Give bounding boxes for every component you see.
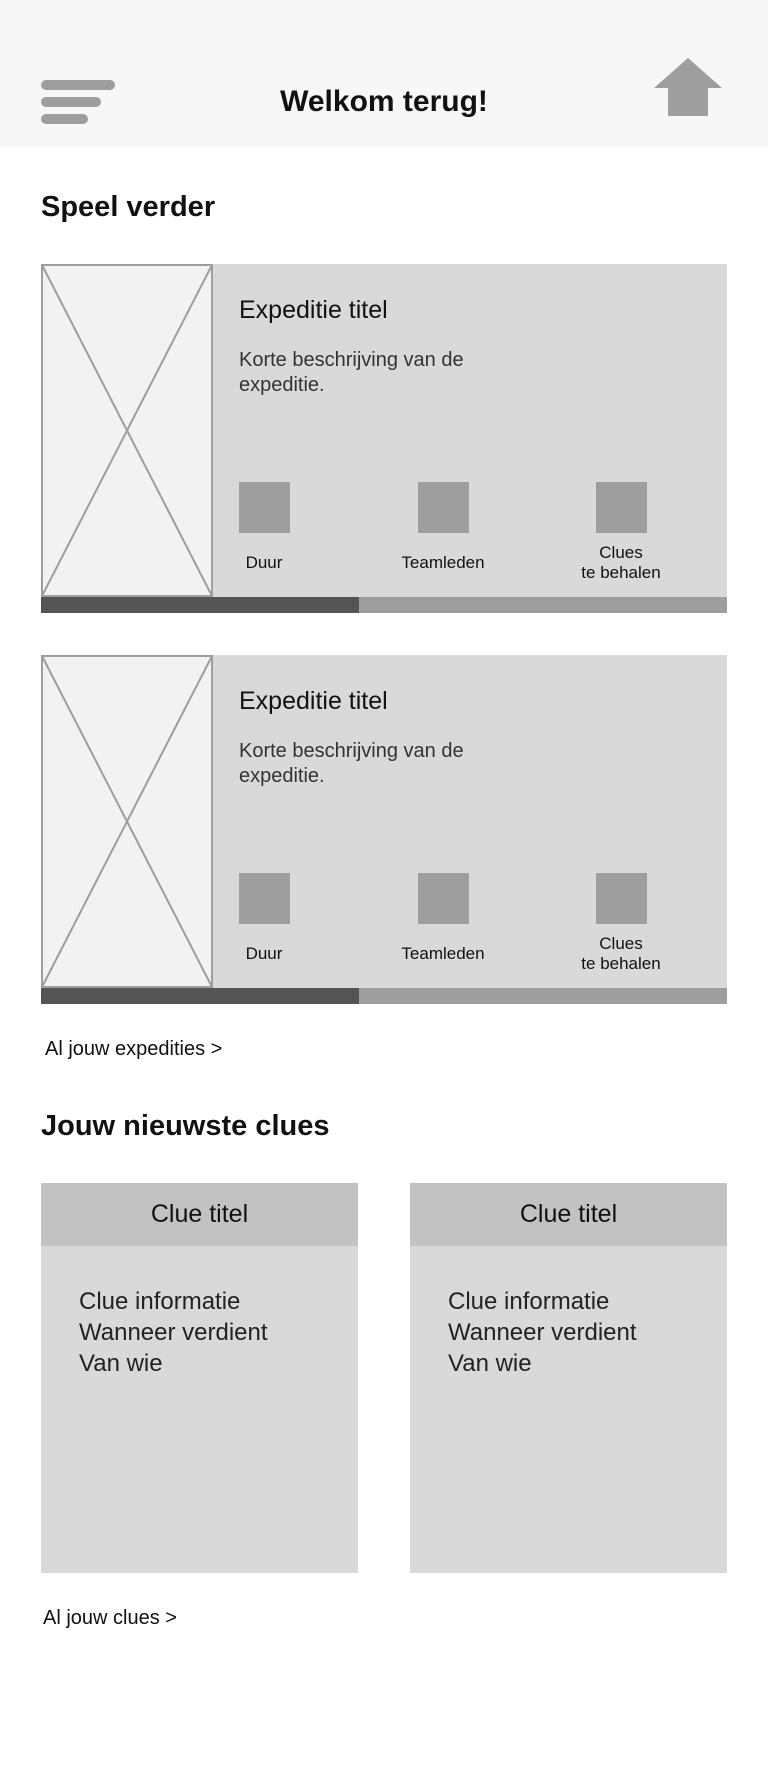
- expedition-title: Expeditie titel: [239, 296, 388, 324]
- expedition-title: Expeditie titel: [239, 687, 388, 715]
- image-placeholder-icon: [41, 655, 213, 988]
- clue-title: Clue titel: [410, 1183, 727, 1246]
- clue-info-line: Clue informatie: [448, 1288, 610, 1315]
- top-header: [0, 0, 768, 147]
- section-title-continue: Speel verder: [41, 191, 216, 223]
- all-expeditions-link[interactable]: Al jouw expedities >: [45, 1038, 223, 1060]
- stat-label: Duur: [245, 944, 283, 963]
- all-clues-link[interactable]: Al jouw clues >: [43, 1607, 177, 1629]
- stat-label: Clues te behalen: [581, 934, 661, 973]
- progress-fill: [41, 988, 359, 1004]
- clue-card[interactable]: [41, 1183, 358, 1573]
- stat-label: Clues te behalen: [581, 543, 661, 582]
- clue-info-line: Clue informatie: [79, 1288, 241, 1315]
- image-placeholder-icon: [41, 264, 213, 597]
- stat-duration: [194, 482, 334, 573]
- clue-body: [410, 1246, 727, 1379]
- clue-card[interactable]: [410, 1183, 727, 1573]
- clue-body: [41, 1246, 358, 1379]
- duration-icon: [239, 482, 290, 533]
- stat-duration: [194, 873, 334, 964]
- team-members-icon: [418, 482, 469, 533]
- stat-clues: [551, 873, 691, 974]
- progress-bar: [41, 597, 727, 613]
- stat-clues: [551, 482, 691, 583]
- clues-icon: [596, 482, 647, 533]
- expedition-description: Korte beschrijving van de expeditie.: [239, 349, 464, 396]
- home-icon[interactable]: [654, 58, 722, 116]
- clue-earned-line: Wanneer verdient: [79, 1319, 268, 1346]
- progress-fill: [41, 597, 359, 613]
- page-title: Welkom terug!: [280, 85, 488, 118]
- clue-from-line: Van wie: [448, 1350, 532, 1377]
- progress-bar: [41, 988, 727, 1004]
- section-title-clues: Jouw nieuwste clues: [41, 1110, 330, 1142]
- expedition-description: Korte beschrijving van de expeditie.: [239, 740, 464, 787]
- stat-label: Duur: [245, 553, 283, 572]
- stat-team-members: [373, 873, 513, 964]
- stat-team-members: [373, 482, 513, 573]
- stat-label: Teamleden: [401, 553, 485, 572]
- duration-icon: [239, 873, 290, 924]
- clue-title: Clue titel: [41, 1183, 358, 1246]
- clue-from-line: Van wie: [79, 1350, 163, 1377]
- expedition-card[interactable]: [41, 264, 727, 613]
- team-members-icon: [418, 873, 469, 924]
- stat-label: Teamleden: [401, 944, 485, 963]
- clues-icon: [596, 873, 647, 924]
- expedition-card[interactable]: [41, 655, 727, 1004]
- clue-earned-line: Wanneer verdient: [448, 1319, 637, 1346]
